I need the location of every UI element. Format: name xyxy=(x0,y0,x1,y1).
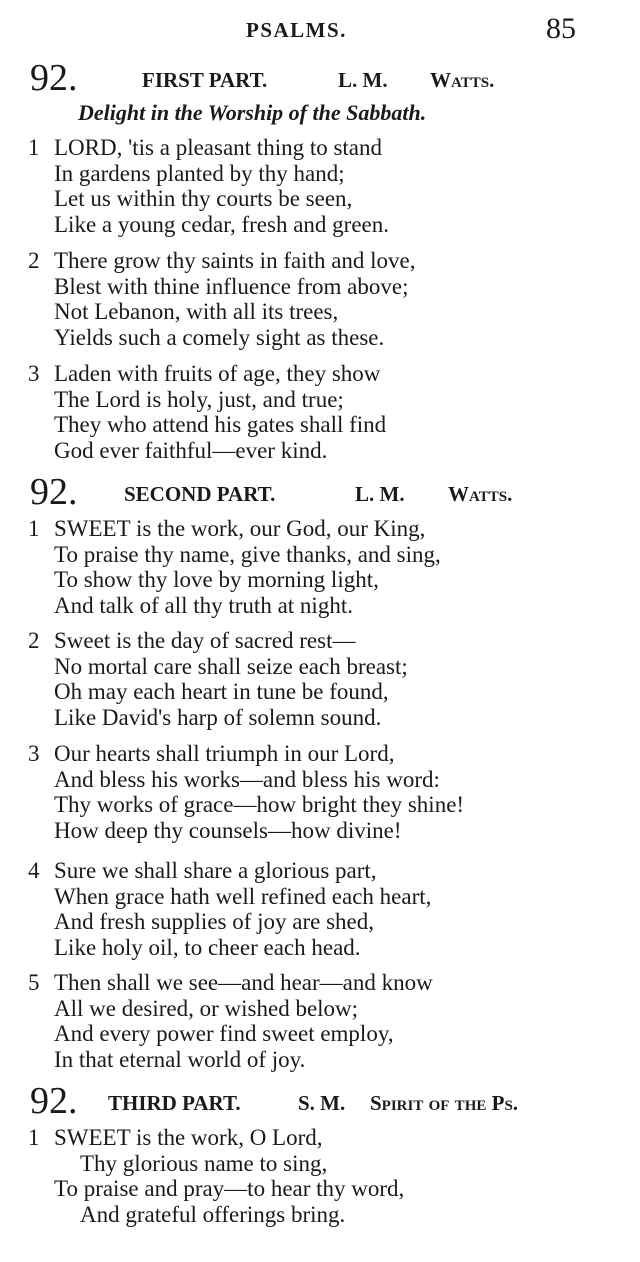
verse-line: God ever faithful—ever kind. xyxy=(54,437,328,463)
verse-line: Sweet is the day of sacred rest— xyxy=(54,628,356,653)
verse-line: Like a young cedar, fresh and green. xyxy=(54,211,389,237)
hymn-meter: L. M. xyxy=(338,68,388,92)
verse-line: Our hearts shall triumph in our Lord, xyxy=(54,741,395,766)
hymn-author: Watts. xyxy=(448,482,513,506)
verse-line: They who attend his gates shall find xyxy=(54,412,387,437)
verse-line: Let us within thy courts be seen, xyxy=(54,186,353,211)
verse-line: LORD, 'tis a pleasant thing to stand xyxy=(54,135,383,160)
verse-line: SWEET is the work, O Lord, xyxy=(54,1125,323,1150)
hymn-meter: S. M. xyxy=(298,1091,346,1115)
stanza-number: 1 xyxy=(28,1125,40,1150)
verse-line: And fresh supplies of joy are shed, xyxy=(54,909,375,934)
verse-line: To praise and pray—to hear thy word, xyxy=(54,1176,405,1201)
verse-line: Then shall we see—and hear—and know xyxy=(54,970,433,995)
hymn-heading-first-part xyxy=(0,58,640,98)
running-head xyxy=(0,12,640,46)
stanza-number: 3 xyxy=(28,741,40,766)
verse-line: All we desired, or wished below; xyxy=(54,995,359,1021)
verse-line: The Lord is holy, just, and true; xyxy=(54,386,344,412)
verse-line: And talk of all thy truth at night. xyxy=(54,592,353,618)
hymn-author: Watts. xyxy=(430,68,495,92)
stanza-number: 1 xyxy=(28,516,40,541)
hymn-subtitle: Delight in the Worship of the Sabbath. xyxy=(78,100,427,125)
hymn-number: 92. xyxy=(30,57,78,99)
verse-line: SWEET is the work, our God, our King, xyxy=(54,516,426,541)
stanza-number: 1 xyxy=(28,135,40,160)
verse-line: To praise thy name, give thanks, and sing, xyxy=(54,541,441,567)
verse-line: Like holy oil, to cheer each head. xyxy=(54,934,361,960)
verse-line: Oh may each heart in tune be found, xyxy=(54,679,389,704)
verse-line: To show thy love by morning light, xyxy=(54,567,379,592)
hymn-meter: L. M. xyxy=(355,482,405,506)
verse-line: Thy works of grace—how bright they shine! xyxy=(54,792,465,817)
stanza-number: 2 xyxy=(28,628,40,653)
verse-line: There grow thy saints in faith and love, xyxy=(54,248,416,273)
verse-line: When grace hath well refined each heart, xyxy=(54,883,432,909)
stanza-number: 5 xyxy=(28,970,40,995)
hymn-number: 92. xyxy=(30,1080,78,1122)
verse-line: Blest with thine influence from above; xyxy=(54,273,409,299)
hymn-author: Spirit of the Ps. xyxy=(370,1091,519,1115)
verse-line: Yields such a comely sight as these. xyxy=(54,324,385,350)
verse-line: In gardens planted by thy hand; xyxy=(54,160,345,186)
verse-line: Not Lebanon, with all its trees, xyxy=(54,299,339,324)
verse-line: No mortal care shall seize each breast; xyxy=(54,653,408,679)
hymn-heading-second-part xyxy=(0,472,640,512)
verse-line: And every power find sweet employ, xyxy=(54,1021,394,1046)
verse-line: How deep thy counsels—how divine! xyxy=(54,817,402,843)
stanza-number: 2 xyxy=(28,248,40,273)
stanza-number: 4 xyxy=(28,858,40,883)
verse-line: And grateful offerings bring. xyxy=(80,1201,346,1227)
verse-line: Sure we shall share a glorious part, xyxy=(54,858,377,883)
page-number: 85 xyxy=(546,12,576,45)
hymn-part: THIRD PART. xyxy=(108,1091,241,1115)
hymn-heading-third-part xyxy=(0,1081,640,1121)
hymn-part: SECOND PART. xyxy=(124,482,276,506)
verse-line: Laden with fruits of age, they show xyxy=(54,361,381,386)
verse-line: And bless his works—and bless his word: xyxy=(54,766,440,792)
verse-line: Thy glorious name to sing, xyxy=(80,1150,328,1176)
stanza-number: 3 xyxy=(28,361,40,386)
running-title: PSALMS. xyxy=(246,18,347,42)
hymn-number: 92. xyxy=(30,471,78,513)
hymn-part: FIRST PART. xyxy=(142,68,268,92)
verse-line: Like David's harp of solemn sound. xyxy=(54,704,382,730)
verse-line: In that eternal world of joy. xyxy=(54,1046,306,1072)
